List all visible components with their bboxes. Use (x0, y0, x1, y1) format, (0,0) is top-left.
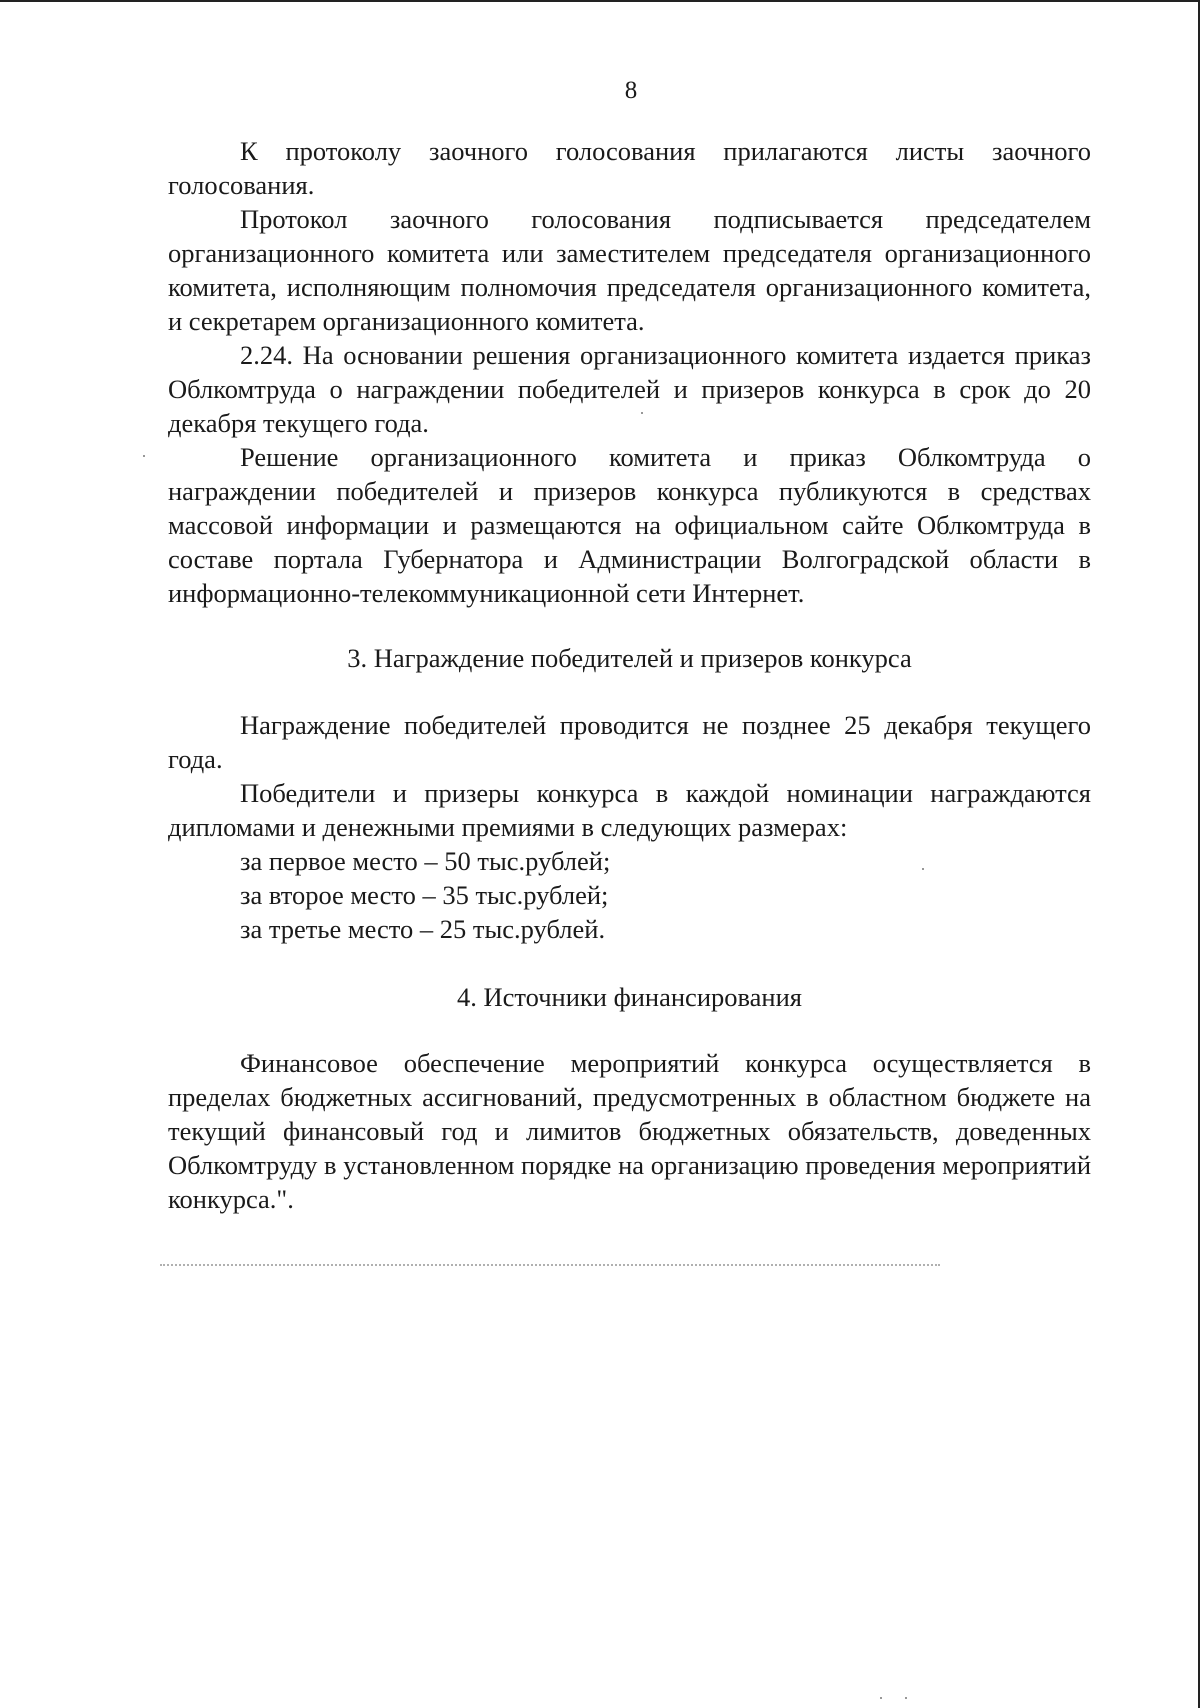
prize-third-place: за третье место – 25 тыс.рублей. (240, 914, 606, 944)
paragraph-award-deadline: Награждение победителей проводится не позднее 25 декабря текущего года. (168, 710, 1091, 774)
scan-speck (922, 868, 924, 870)
scan-dotted-line (160, 1264, 940, 1269)
paragraph-publication: Решение организационного комитета и приказ Облкомтруда о награждении победителей и призеров конкурса публикуются в средствах массовой информации и размещаются на официальном сайте Облкомтруда в составе портала Губернатора и Администрации Волгоградской области в информационно-телекоммуникационной сети Интернет. (168, 442, 1091, 608)
paragraph-financing: Финансовое обеспечение мероприятий конкурса осуществляется в пределах бюджетных ассигнований, предусмотренных в областном бюджете на текущий финансовый год и лимитов бюджетных обязательств, доведенных Облкомтруду в установленном порядке на организацию проведения мероприятий конкурса.". (168, 1048, 1091, 1214)
paragraph-award-prizes: Победители и призеры конкурса в каждой номинации награждаются дипломами и денежными премиями в следующих размерах: (168, 778, 1091, 842)
prize-second-place: за второе место – 35 тыс.рублей; (240, 880, 609, 910)
paragraph-protocol-signing: Протокол заочного голосования подписывается председателем организационного комитета или заместителем председателя организационного комитета, исполняющим полномочия председателя организационного комитета, и секретарем организационного комитета. (168, 204, 1091, 336)
page-number: 8 (624, 77, 638, 104)
section-3-body (168, 708, 1091, 946)
scan-speck (143, 455, 145, 457)
section-2-body (168, 134, 1091, 610)
section-3-heading: 3. Награждение победителей и призеров конкурса (347, 643, 912, 673)
scan-speck (641, 412, 643, 414)
prize-first-place: за первое место – 50 тыс.рублей; (240, 846, 611, 876)
scan-border-top (0, 0, 1200, 2)
scan-speck (905, 1697, 907, 1699)
paragraph-protocol-attachments: К протоколу заочного голосования прилагаются листы заочного голосования. (168, 136, 1091, 200)
section-4-body (168, 1046, 1091, 1216)
scan-speck (880, 1697, 882, 1699)
paragraph-2-24-order: 2.24. На основании решения организационного комитета издается приказ Облкомтруда о награждении победителей и призеров конкурса в срок до 20 декабря текущего года. (168, 340, 1091, 438)
section-4-heading: 4. Источники финансирования (457, 982, 802, 1012)
